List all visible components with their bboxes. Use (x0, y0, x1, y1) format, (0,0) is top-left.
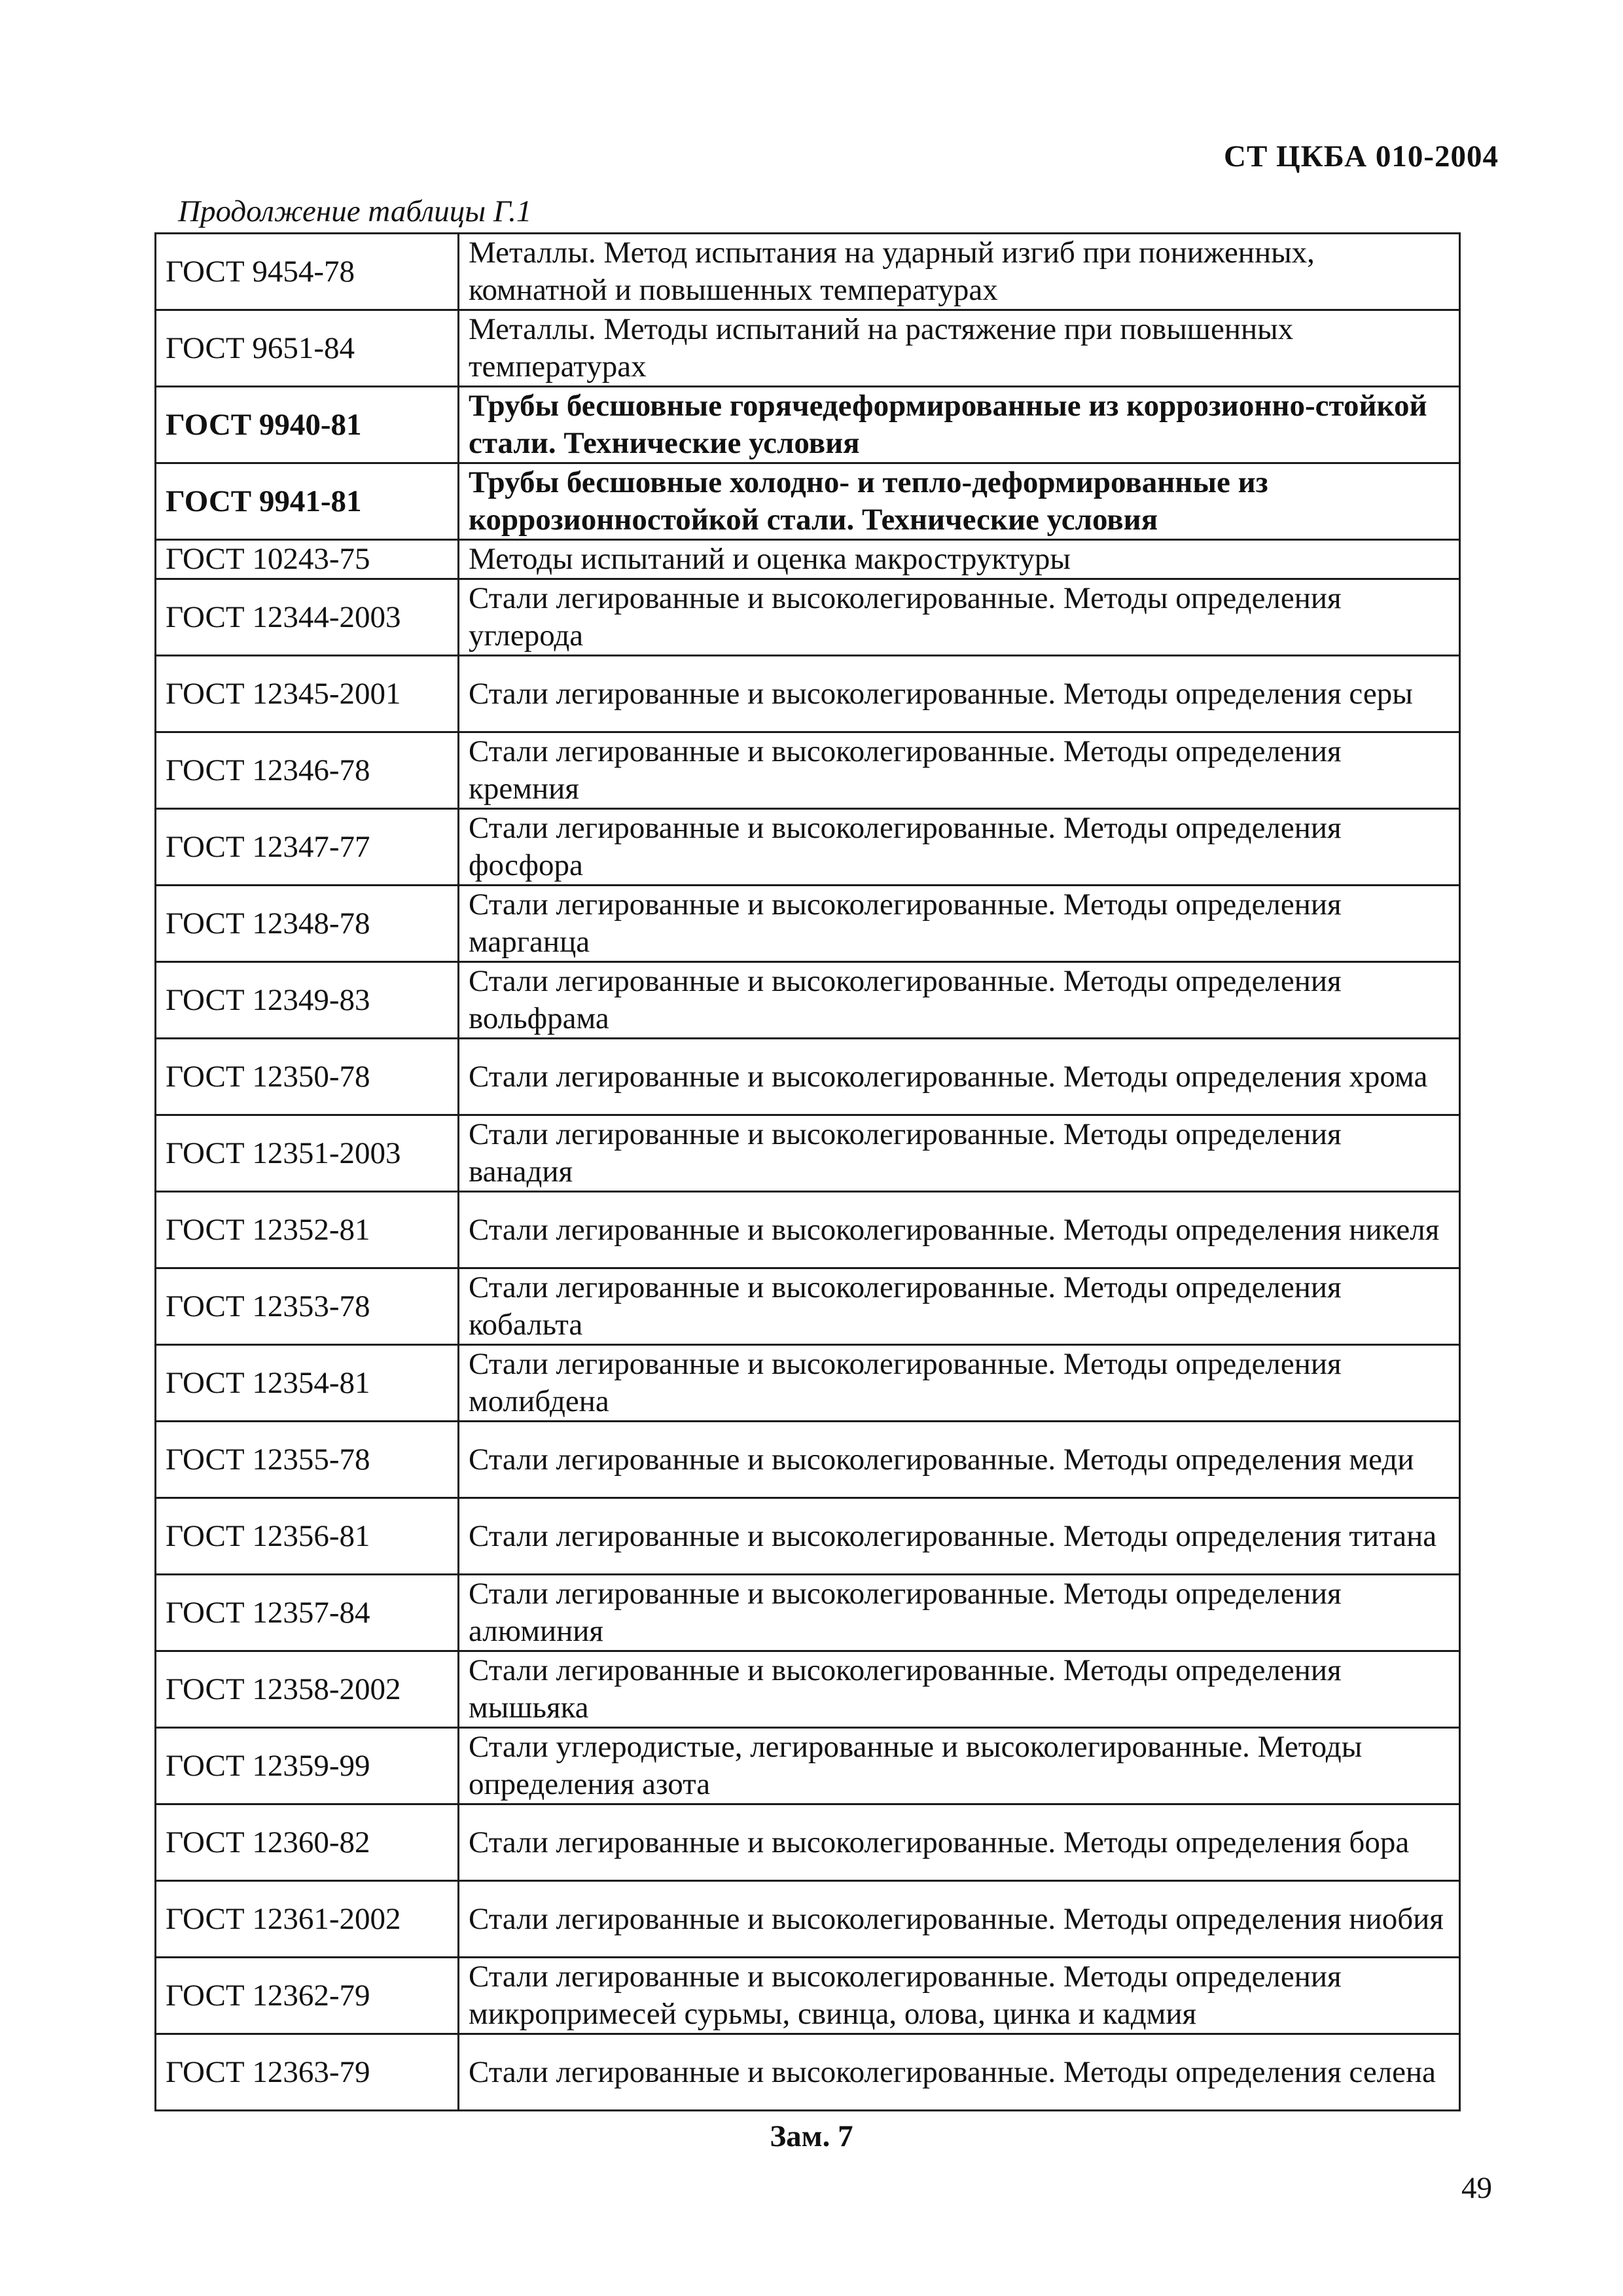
standard-description-cell: Трубы бесшовные холодно- и тепло-деформированные из коррозионностойкой стали. Технические условия (459, 463, 1460, 540)
standard-description-cell: Стали легированные и высоколегированные. Методы определения марганца (459, 886, 1460, 962)
standard-description-cell: Стали легированные и высоколегированные. Методы определения фосфора (459, 809, 1460, 886)
standards-table (154, 232, 1461, 2111)
standard-description-cell: Стали легированные и высоколегированные. Методы определения меди (459, 1422, 1460, 1498)
standard-description-cell: Стали углеродистые, легированные и высоколегированные. Методы определения азота (459, 1728, 1460, 1804)
standard-code-cell: ГОСТ 12348-78 (156, 886, 459, 962)
standard-description-cell: Стали легированные и высоколегированные. Методы определения углерода (459, 579, 1460, 656)
standard-code-cell: ГОСТ 12356-81 (156, 1498, 459, 1575)
standard-description-cell: Стали легированные и высоколегированные. Методы определения вольфрама (459, 962, 1460, 1039)
standard-description-cell: Стали легированные и высоколегированные. Методы определения кремния (459, 732, 1460, 809)
table-continuation-caption: Продолжение таблицы Г.1 (178, 194, 532, 228)
standard-description-cell: Стали легированные и высоколегированные. Методы определения бора (459, 1804, 1460, 1881)
table-row (156, 1115, 1460, 1192)
table-row (156, 1498, 1460, 1575)
standard-code-cell: ГОСТ 12355-78 (156, 1422, 459, 1498)
standard-code-cell: ГОСТ 9651-84 (156, 310, 459, 387)
table-row (156, 809, 1460, 886)
standard-code-cell: ГОСТ 10243-75 (156, 540, 459, 579)
standard-description-cell: Методы испытаний и оценка макроструктуры (459, 540, 1460, 579)
standard-description-cell: Стали легированные и высоколегированные. Методы определения ванадия (459, 1115, 1460, 1192)
table-row (156, 732, 1460, 809)
standard-description-cell: Металлы. Метод испытания на ударный изгиб при пониженных, комнатной и повышенных температурах (459, 234, 1460, 310)
standard-description-cell: Стали легированные и высоколегированные. Методы определения молибдена (459, 1345, 1460, 1422)
table-row (156, 1728, 1460, 1804)
table-row (156, 1651, 1460, 1728)
table-row (156, 540, 1460, 579)
standard-code-cell: ГОСТ 12363-79 (156, 2034, 459, 2111)
amendment-note: Зам. 7 (770, 2119, 853, 2153)
standard-description-cell: Стали легированные и высоколегированные. Методы определения никеля (459, 1192, 1460, 1268)
standard-code-cell: ГОСТ 9941-81 (156, 463, 459, 540)
table-row (156, 579, 1460, 656)
table-row (156, 1575, 1460, 1651)
standard-code-cell: ГОСТ 12346-78 (156, 732, 459, 809)
table-row (156, 463, 1460, 540)
standard-code-cell: ГОСТ 12360-82 (156, 1804, 459, 1881)
standard-code-cell: ГОСТ 12345-2001 (156, 656, 459, 732)
standard-description-cell: Стали легированные и высоколегированные. Методы определения ниобия (459, 1881, 1460, 1958)
table-row (156, 656, 1460, 732)
standard-code-cell: ГОСТ 12358-2002 (156, 1651, 459, 1728)
standard-code-cell: ГОСТ 12351-2003 (156, 1115, 459, 1192)
table-row (156, 1345, 1460, 1422)
standard-description-cell: Стали легированные и высоколегированные. Методы определения хрома (459, 1039, 1460, 1115)
table-row (156, 886, 1460, 962)
standard-code-cell: ГОСТ 12350-78 (156, 1039, 459, 1115)
table-row (156, 1192, 1460, 1268)
table-row (156, 2034, 1460, 2111)
table-row (156, 1881, 1460, 1958)
standard-code-cell: ГОСТ 9454-78 (156, 234, 459, 310)
table-row (156, 1039, 1460, 1115)
table-row (156, 1268, 1460, 1345)
standard-description-cell: Металлы. Методы испытаний на растяжение при повышенных температурах (459, 310, 1460, 387)
standard-description-cell: Стали легированные и высоколегированные. Методы определения селена (459, 2034, 1460, 2111)
document-code-header: СТ ЦКБА 010-2004 (1224, 139, 1499, 173)
standard-code-cell: ГОСТ 12352-81 (156, 1192, 459, 1268)
table-row (156, 1804, 1460, 1881)
standard-code-cell: ГОСТ 12349-83 (156, 962, 459, 1039)
standard-code-cell: ГОСТ 12353-78 (156, 1268, 459, 1345)
standard-code-cell: ГОСТ 9940-81 (156, 387, 459, 463)
table-row (156, 1422, 1460, 1498)
page-number: 49 (1461, 2171, 1492, 2205)
table-row (156, 310, 1460, 387)
standard-code-cell: ГОСТ 12347-77 (156, 809, 459, 886)
standard-code-cell: ГОСТ 12361-2002 (156, 1881, 459, 1958)
standard-code-cell: ГОСТ 12359-99 (156, 1728, 459, 1804)
standards-table-body (156, 234, 1460, 2111)
standard-code-cell: ГОСТ 12362-79 (156, 1958, 459, 2034)
standard-description-cell: Стали легированные и высоколегированные. Методы определения серы (459, 656, 1460, 732)
standard-description-cell: Стали легированные и высоколегированные. Методы определения мышьяка (459, 1651, 1460, 1728)
standard-description-cell: Стали легированные и высоколегированные. Методы определения кобальта (459, 1268, 1460, 1345)
standard-description-cell: Стали легированные и высоколегированные. Методы определения алюминия (459, 1575, 1460, 1651)
table-row (156, 234, 1460, 310)
table-row (156, 387, 1460, 463)
standard-code-cell: ГОСТ 12344-2003 (156, 579, 459, 656)
standard-description-cell: Стали легированные и высоколегированные. Методы определения микропримесей сурьмы, свинца, олова, цинка и кадмия (459, 1958, 1460, 2034)
standard-code-cell: ГОСТ 12354-81 (156, 1345, 459, 1422)
table-row (156, 1958, 1460, 2034)
table-row (156, 962, 1460, 1039)
standard-description-cell: Стали легированные и высоколегированные. Методы определения титана (459, 1498, 1460, 1575)
standard-description-cell: Трубы бесшовные горячедеформированные из коррозионно-стойкой стали. Технические условия (459, 387, 1460, 463)
standard-code-cell: ГОСТ 12357-84 (156, 1575, 459, 1651)
